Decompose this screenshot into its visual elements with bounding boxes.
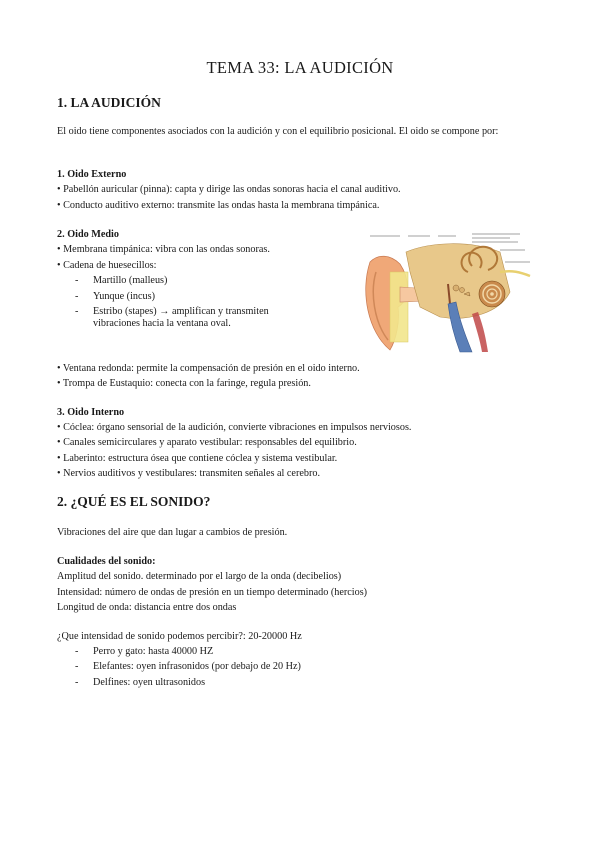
- ossicle-continuation: vibraciones hacia la ventana oval.: [93, 318, 231, 329]
- ear-anatomy-illustration: [360, 232, 532, 354]
- list-item: • Trompa de Eustaquio: conecta con la faringe, regula presión.: [57, 378, 311, 389]
- list-item: • Laberinto: estructura ósea que contiene cóclea y sistema vestibular.: [57, 453, 338, 464]
- example-item: - Delfines: oyen ultrasonidos: [75, 677, 206, 688]
- list-item: • Cadena de huesecillos:: [57, 260, 157, 271]
- list-item: • Nervios auditivos y vestibulares: transmiten señales al cerebro.: [57, 468, 320, 479]
- section-heading-audicion: 1. LA AUDICIÓN: [57, 95, 161, 110]
- ossicle-item: - Estribo (stapes) → amplifican y transmiten: [75, 306, 269, 317]
- subheading-oido-medio: 2. Oido Medio: [57, 229, 119, 240]
- quality-line: Intensidad: número de ondas de presión en un tiempo determinado (hercios): [57, 587, 368, 598]
- quality-line: Amplitud del sonido. determinado por el largo de la onda (decibelios): [57, 571, 342, 582]
- ossicle-item: - Yunque (incus): [75, 291, 155, 302]
- list-item: • Pabellón auricular (pinna): capta y dirige las ondas sonoras hacia el canal auditivo.: [57, 184, 401, 195]
- page-title: TEMA 33: LA AUDICIÓN: [206, 58, 394, 77]
- question-line: ¿Que intensidad de sonido podemos percibir?: 20-20000 Hz: [57, 631, 302, 642]
- list-item: • Cóclea: órgano sensorial de la audición, convierte vibraciones en impulsos nerviosos.: [57, 422, 412, 433]
- section-heading-sonido: 2. ¿QUÉ ES EL SONIDO?: [57, 494, 211, 509]
- list-item: • Membrana timpánica: vibra con las ondas sonoras.: [57, 244, 270, 255]
- subheading-oido-externo: 1. Oido Externo: [57, 169, 127, 180]
- list-item: • Ventana redonda: permite la compensación de presión en el oido interno.: [57, 363, 360, 374]
- subheading-oido-interno: 3. Oido Interno: [57, 407, 125, 418]
- subheading-cualidades: Cualidades del sonido:: [57, 556, 156, 567]
- list-item: • Canales semicirculares y aparato vestibular: responsables del equilibrio.: [57, 437, 357, 448]
- definition-paragraph: Vibraciones del aire que dan lugar a cambios de presión.: [57, 527, 288, 538]
- list-item: • Conducto auditivo externo: transmite las ondas hasta la membrana timpánica.: [57, 200, 380, 211]
- quality-line: Longitud de onda: distancia entre dos ondas: [57, 602, 237, 613]
- example-item: - Elefantes: oyen infrasonidos (por debajo de 20 Hz): [75, 661, 301, 672]
- intro-paragraph: El oido tiene componentes asociados con la audición y con el equilibrio posicional. El oido se compone por:: [57, 126, 499, 137]
- ossicle-item: - Martillo (malleus): [75, 275, 168, 286]
- example-item: - Perro y gato: hasta 40000 HZ: [75, 646, 214, 657]
